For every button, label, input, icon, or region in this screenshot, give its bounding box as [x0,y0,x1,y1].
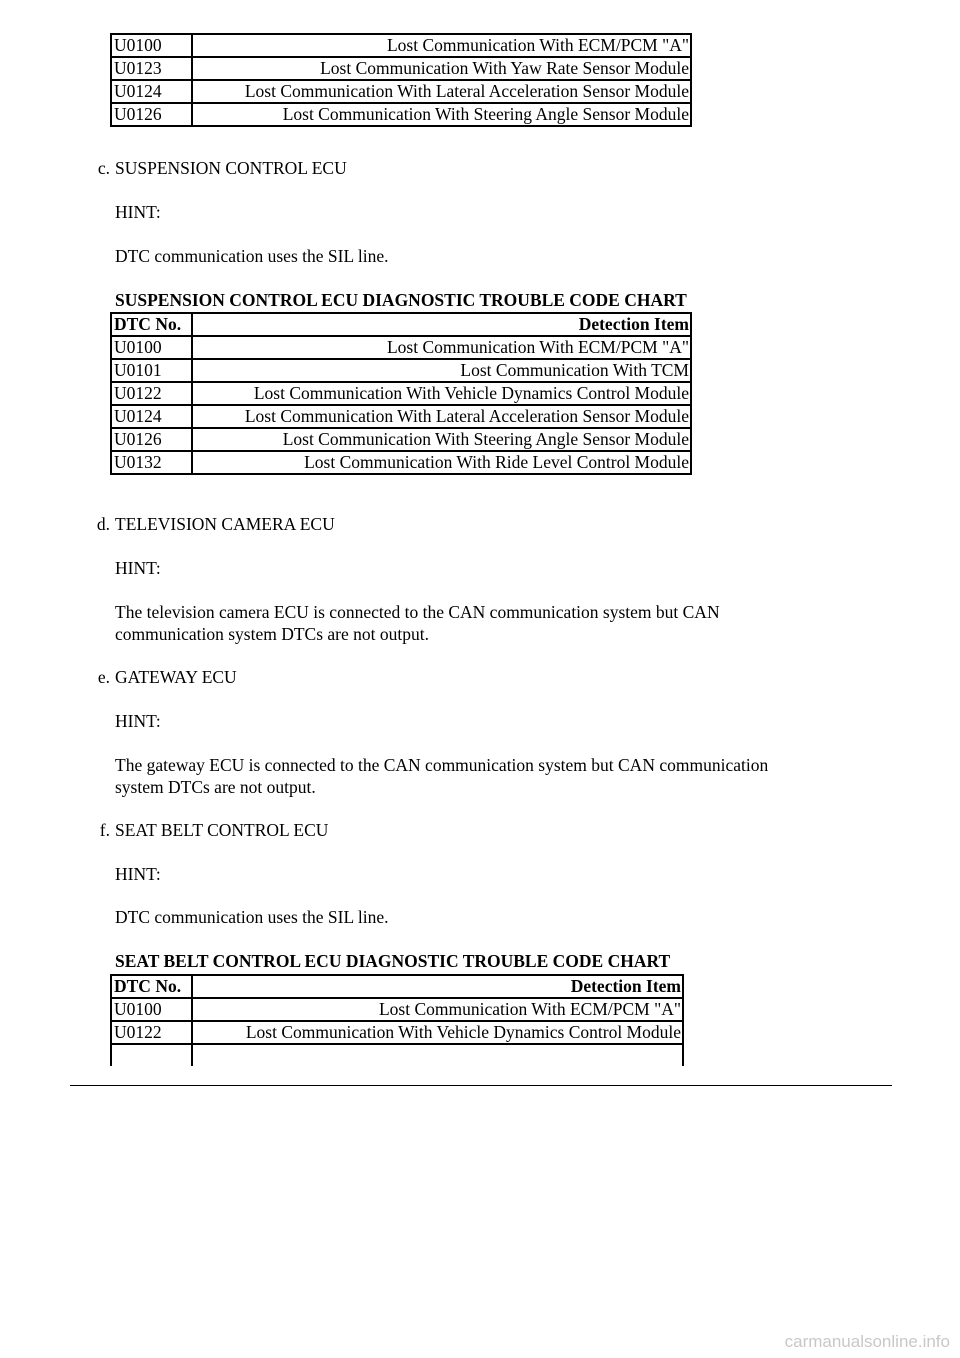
detection-item: Lost Communication With Yaw Rate Sensor Module [192,57,691,80]
dtc-code: U0100 [111,998,192,1021]
dtc-code: U0122 [111,382,192,405]
table-row [111,57,691,80]
table-row [111,80,691,103]
dtc-code: U0126 [111,103,192,126]
header-dtc-no: DTC No. [111,313,192,336]
table-header-row [111,313,691,336]
header-dtc-no: DTC No. [111,975,192,998]
dtc-code: U0123 [111,57,192,80]
suspension-dtc-table [110,312,692,475]
table-row [111,1044,683,1066]
dtc-table-continued [110,33,692,127]
detection-item: Lost Communication With TCM [192,359,691,382]
dtc-code: U0126 [111,428,192,451]
dtc-code: U0100 [111,34,192,57]
table-row [111,428,691,451]
section-e-title: GATEWAY ECU [115,667,237,687]
detection-item [192,1044,683,1066]
table-row [111,998,683,1021]
dtc-code [111,1044,192,1066]
table-row [111,336,691,359]
section-c-chart-title: SUSPENSION CONTROL ECU DIAGNOSTIC TROUBLE CODE CHART [115,290,687,310]
seat-belt-dtc-table [110,974,684,1066]
dtc-code: U0122 [111,1021,192,1044]
table-row [111,1021,683,1044]
table-row [111,451,691,474]
detection-item: Lost Communication With Lateral Acceleration Sensor Module [192,405,691,428]
detection-item: Lost Communication With Steering Angle Sensor Module [192,103,691,126]
watermark: carmanualsonline.info [784,1332,950,1351]
section-d-text-line2: communication system DTCs are not output. [115,624,429,644]
section-f-chart-title: SEAT BELT CONTROL ECU DIAGNOSTIC TROUBLE CODE CHART [115,951,671,971]
table-row [111,382,691,405]
detection-item: Lost Communication With Vehicle Dynamics Control Module [192,382,691,405]
detection-item: Lost Communication With Steering Angle Sensor Module [192,428,691,451]
header-detection-item: Detection Item [192,313,691,336]
detection-item: Lost Communication With Ride Level Control Module [192,451,691,474]
dtc-code: U0132 [111,451,192,474]
table-row [111,359,691,382]
section-d-letter: d. [96,514,110,534]
detection-item: Lost Communication With Lateral Acceleration Sensor Module [192,80,691,103]
table-row [111,405,691,428]
section-c-letter: c. [97,158,110,178]
section-e-letter: e. [97,667,110,687]
dtc-code: U0124 [111,405,192,428]
section-d-text-line1: The television camera ECU is connected to the CAN communication system but CAN [115,602,720,622]
detection-item: Lost Communication With ECM/PCM "A" [192,34,691,57]
table-header-row [111,975,683,998]
detection-item: Lost Communication With Vehicle Dynamics Control Module [192,1021,683,1044]
table-row [111,34,691,57]
section-f-letter: f. [99,820,110,840]
section-c-hint: HINT: [115,202,161,222]
section-e-text-line2: system DTCs are not output. [115,777,316,797]
section-c-text: DTC communication uses the SIL line. [115,246,389,266]
dtc-code: U0100 [111,336,192,359]
dtc-code: U0101 [111,359,192,382]
section-e-text [115,754,855,798]
section-d-hint: HINT: [115,558,161,578]
table-row [111,103,691,126]
section-d-text [115,601,855,645]
page-divider [70,1085,892,1086]
section-f-title: SEAT BELT CONTROL ECU [115,820,329,840]
dtc-code: U0124 [111,80,192,103]
section-d-title: TELEVISION CAMERA ECU [115,514,335,534]
section-e-text-line1: The gateway ECU is connected to the CAN communication system but CAN communication [115,755,769,775]
detection-item: Lost Communication With ECM/PCM "A" [192,336,691,359]
section-f-hint: HINT: [115,864,161,884]
section-c-title: SUSPENSION CONTROL ECU [115,158,347,178]
detection-item: Lost Communication With ECM/PCM "A" [192,998,683,1021]
header-detection-item: Detection Item [192,975,683,998]
section-e-hint: HINT: [115,711,161,731]
section-f-text: DTC communication uses the SIL line. [115,907,389,927]
